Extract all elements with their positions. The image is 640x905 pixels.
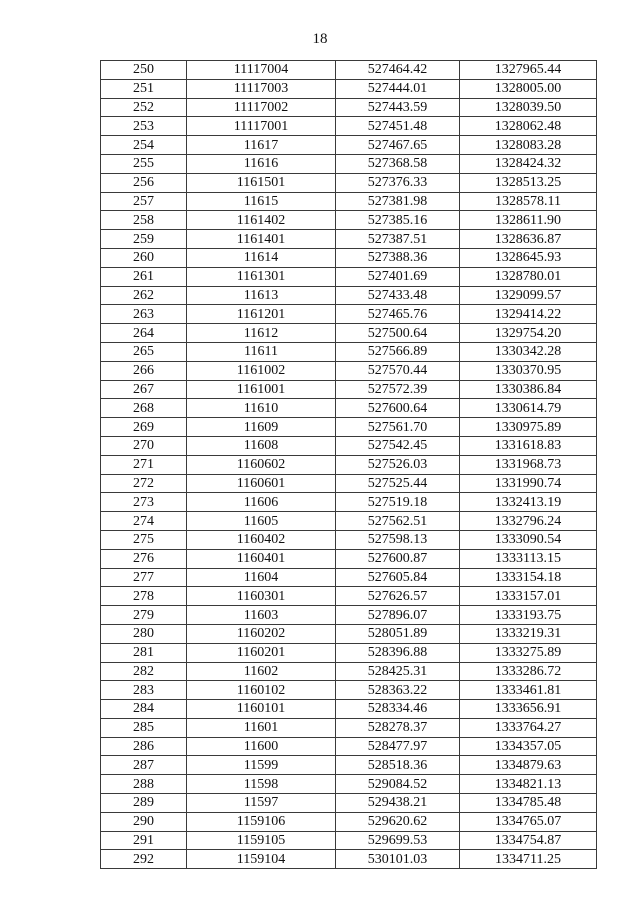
row-index-cell: 261 <box>101 267 187 286</box>
point-id-cell: 11617 <box>187 136 336 155</box>
point-id-cell: 11609 <box>187 418 336 437</box>
row-index-cell: 277 <box>101 568 187 587</box>
y-coordinate-cell: 1334879.63 <box>460 756 597 775</box>
row-index-cell: 280 <box>101 624 187 643</box>
x-coordinate-cell: 527451.48 <box>336 117 460 136</box>
row-index-cell: 252 <box>101 98 187 117</box>
point-id-cell: 11117001 <box>187 117 336 136</box>
x-coordinate-cell: 527368.58 <box>336 154 460 173</box>
y-coordinate-cell: 1329754.20 <box>460 324 597 343</box>
point-id-cell: 11612 <box>187 324 336 343</box>
row-index-cell: 258 <box>101 211 187 230</box>
table-row <box>101 380 597 399</box>
x-coordinate-cell: 527526.03 <box>336 455 460 474</box>
point-id-cell: 1160202 <box>187 624 336 643</box>
x-coordinate-cell: 528334.46 <box>336 700 460 719</box>
y-coordinate-cell: 1334711.25 <box>460 850 597 869</box>
point-id-cell: 11117004 <box>187 61 336 80</box>
x-coordinate-cell: 529620.62 <box>336 812 460 831</box>
x-coordinate-cell: 527572.39 <box>336 380 460 399</box>
table-row <box>101 248 597 267</box>
point-id-cell: 1161501 <box>187 173 336 192</box>
point-id-cell: 11117003 <box>187 79 336 98</box>
y-coordinate-cell: 1328083.28 <box>460 136 597 155</box>
x-coordinate-cell: 527525.44 <box>336 474 460 493</box>
x-coordinate-cell: 527387.51 <box>336 230 460 249</box>
row-index-cell: 257 <box>101 192 187 211</box>
row-index-cell: 260 <box>101 248 187 267</box>
point-id-cell: 1160101 <box>187 700 336 719</box>
table-row <box>101 549 597 568</box>
y-coordinate-cell: 1328611.90 <box>460 211 597 230</box>
row-index-cell: 282 <box>101 662 187 681</box>
row-index-cell: 273 <box>101 493 187 512</box>
table-row <box>101 286 597 305</box>
coordinates-table-body <box>101 61 597 869</box>
table-row <box>101 79 597 98</box>
y-coordinate-cell: 1331968.73 <box>460 455 597 474</box>
x-coordinate-cell: 528278.37 <box>336 718 460 737</box>
y-coordinate-cell: 1333157.01 <box>460 587 597 606</box>
point-id-cell: 11598 <box>187 775 336 794</box>
point-id-cell: 1159106 <box>187 812 336 831</box>
y-coordinate-cell: 1330386.84 <box>460 380 597 399</box>
row-index-cell: 266 <box>101 361 187 380</box>
table-row <box>101 587 597 606</box>
point-id-cell: 11611 <box>187 342 336 361</box>
x-coordinate-cell: 528425.31 <box>336 662 460 681</box>
row-index-cell: 291 <box>101 831 187 850</box>
row-index-cell: 267 <box>101 380 187 399</box>
y-coordinate-cell: 1328780.01 <box>460 267 597 286</box>
point-id-cell: 11610 <box>187 399 336 418</box>
point-id-cell: 11608 <box>187 436 336 455</box>
row-index-cell: 256 <box>101 173 187 192</box>
table-row <box>101 530 597 549</box>
table-row <box>101 61 597 80</box>
y-coordinate-cell: 1331618.83 <box>460 436 597 455</box>
point-id-cell: 1160401 <box>187 549 336 568</box>
point-id-cell: 1161301 <box>187 267 336 286</box>
table-row <box>101 756 597 775</box>
table-row <box>101 342 597 361</box>
y-coordinate-cell: 1329099.57 <box>460 286 597 305</box>
table-row <box>101 718 597 737</box>
y-coordinate-cell: 1333286.72 <box>460 662 597 681</box>
x-coordinate-cell: 527467.65 <box>336 136 460 155</box>
point-id-cell: 11603 <box>187 606 336 625</box>
table-row <box>101 474 597 493</box>
table-row <box>101 775 597 794</box>
table-row <box>101 361 597 380</box>
row-index-cell: 290 <box>101 812 187 831</box>
point-id-cell: 11604 <box>187 568 336 587</box>
row-index-cell: 288 <box>101 775 187 794</box>
table-row <box>101 173 597 192</box>
row-index-cell: 265 <box>101 342 187 361</box>
x-coordinate-cell: 527385.16 <box>336 211 460 230</box>
table-row <box>101 493 597 512</box>
table-row <box>101 154 597 173</box>
x-coordinate-cell: 527433.48 <box>336 286 460 305</box>
y-coordinate-cell: 1328645.93 <box>460 248 597 267</box>
x-coordinate-cell: 529699.53 <box>336 831 460 850</box>
table-row <box>101 230 597 249</box>
row-index-cell: 250 <box>101 61 187 80</box>
row-index-cell: 268 <box>101 399 187 418</box>
x-coordinate-cell: 527896.07 <box>336 606 460 625</box>
x-coordinate-cell: 527444.01 <box>336 79 460 98</box>
y-coordinate-cell: 1328062.48 <box>460 117 597 136</box>
table-row <box>101 737 597 756</box>
x-coordinate-cell: 527562.51 <box>336 512 460 531</box>
x-coordinate-cell: 527519.18 <box>336 493 460 512</box>
point-id-cell: 1159105 <box>187 831 336 850</box>
row-index-cell: 254 <box>101 136 187 155</box>
x-coordinate-cell: 528363.22 <box>336 681 460 700</box>
row-index-cell: 289 <box>101 794 187 813</box>
x-coordinate-cell: 527566.89 <box>336 342 460 361</box>
row-index-cell: 274 <box>101 512 187 531</box>
x-coordinate-cell: 529084.52 <box>336 775 460 794</box>
row-index-cell: 251 <box>101 79 187 98</box>
point-id-cell: 11600 <box>187 737 336 756</box>
y-coordinate-cell: 1332413.19 <box>460 493 597 512</box>
row-index-cell: 275 <box>101 530 187 549</box>
y-coordinate-cell: 1328005.00 <box>460 79 597 98</box>
point-id-cell: 11615 <box>187 192 336 211</box>
row-index-cell: 269 <box>101 418 187 437</box>
row-index-cell: 264 <box>101 324 187 343</box>
x-coordinate-cell: 527388.36 <box>336 248 460 267</box>
table-row <box>101 662 597 681</box>
y-coordinate-cell: 1330975.89 <box>460 418 597 437</box>
table-row <box>101 267 597 286</box>
point-id-cell: 1160601 <box>187 474 336 493</box>
y-coordinate-cell: 1333275.89 <box>460 643 597 662</box>
point-id-cell: 11597 <box>187 794 336 813</box>
y-coordinate-cell: 1328424.32 <box>460 154 597 173</box>
y-coordinate-cell: 1333113.15 <box>460 549 597 568</box>
point-id-cell: 11602 <box>187 662 336 681</box>
point-id-cell: 11601 <box>187 718 336 737</box>
table-row <box>101 606 597 625</box>
point-id-cell: 1159104 <box>187 850 336 869</box>
point-id-cell: 11613 <box>187 286 336 305</box>
y-coordinate-cell: 1334785.48 <box>460 794 597 813</box>
x-coordinate-cell: 527600.64 <box>336 399 460 418</box>
row-index-cell: 281 <box>101 643 187 662</box>
table-row <box>101 98 597 117</box>
table-row <box>101 512 597 531</box>
point-id-cell: 11616 <box>187 154 336 173</box>
y-coordinate-cell: 1331990.74 <box>460 474 597 493</box>
row-index-cell: 283 <box>101 681 187 700</box>
table-row <box>101 211 597 230</box>
y-coordinate-cell: 1328578.11 <box>460 192 597 211</box>
y-coordinate-cell: 1333656.91 <box>460 700 597 719</box>
row-index-cell: 259 <box>101 230 187 249</box>
y-coordinate-cell: 1328636.87 <box>460 230 597 249</box>
point-id-cell: 1161001 <box>187 380 336 399</box>
x-coordinate-cell: 527401.69 <box>336 267 460 286</box>
point-id-cell: 1160402 <box>187 530 336 549</box>
y-coordinate-cell: 1334765.07 <box>460 812 597 831</box>
table-row <box>101 418 597 437</box>
y-coordinate-cell: 1333154.18 <box>460 568 597 587</box>
point-id-cell: 1161402 <box>187 211 336 230</box>
table-row <box>101 850 597 869</box>
x-coordinate-cell: 527598.13 <box>336 530 460 549</box>
row-index-cell: 287 <box>101 756 187 775</box>
y-coordinate-cell: 1334821.13 <box>460 775 597 794</box>
y-coordinate-cell: 1330614.79 <box>460 399 597 418</box>
y-coordinate-cell: 1333461.81 <box>460 681 597 700</box>
point-id-cell: 1161401 <box>187 230 336 249</box>
x-coordinate-cell: 527443.59 <box>336 98 460 117</box>
row-index-cell: 286 <box>101 737 187 756</box>
point-id-cell: 11614 <box>187 248 336 267</box>
row-index-cell: 279 <box>101 606 187 625</box>
table-row <box>101 324 597 343</box>
table-row <box>101 624 597 643</box>
page-number: 18 <box>312 31 328 47</box>
row-index-cell: 276 <box>101 549 187 568</box>
table-row <box>101 794 597 813</box>
row-index-cell: 292 <box>101 850 187 869</box>
table-row <box>101 399 597 418</box>
x-coordinate-cell: 527465.76 <box>336 305 460 324</box>
x-coordinate-cell: 528396.88 <box>336 643 460 662</box>
table-row <box>101 681 597 700</box>
x-coordinate-cell: 527381.98 <box>336 192 460 211</box>
y-coordinate-cell: 1330342.28 <box>460 342 597 361</box>
row-index-cell: 278 <box>101 587 187 606</box>
y-coordinate-cell: 1333090.54 <box>460 530 597 549</box>
y-coordinate-cell: 1334357.05 <box>460 737 597 756</box>
table-row <box>101 700 597 719</box>
row-index-cell: 263 <box>101 305 187 324</box>
x-coordinate-cell: 527605.84 <box>336 568 460 587</box>
point-id-cell: 1160602 <box>187 455 336 474</box>
point-id-cell: 11605 <box>187 512 336 531</box>
table-row <box>101 436 597 455</box>
coordinates-table <box>100 60 597 869</box>
table-row <box>101 455 597 474</box>
point-id-cell: 11606 <box>187 493 336 512</box>
x-coordinate-cell: 527626.57 <box>336 587 460 606</box>
row-index-cell: 285 <box>101 718 187 737</box>
x-coordinate-cell: 529438.21 <box>336 794 460 813</box>
point-id-cell: 1161201 <box>187 305 336 324</box>
x-coordinate-cell: 527464.42 <box>336 61 460 80</box>
y-coordinate-cell: 1329414.22 <box>460 305 597 324</box>
y-coordinate-cell: 1332796.24 <box>460 512 597 531</box>
y-coordinate-cell: 1328039.50 <box>460 98 597 117</box>
y-coordinate-cell: 1333193.75 <box>460 606 597 625</box>
y-coordinate-cell: 1334754.87 <box>460 831 597 850</box>
table-row <box>101 117 597 136</box>
point-id-cell: 11599 <box>187 756 336 775</box>
y-coordinate-cell: 1330370.95 <box>460 361 597 380</box>
row-index-cell: 272 <box>101 474 187 493</box>
point-id-cell: 1160201 <box>187 643 336 662</box>
x-coordinate-cell: 527600.87 <box>336 549 460 568</box>
y-coordinate-cell: 1328513.25 <box>460 173 597 192</box>
x-coordinate-cell: 530101.03 <box>336 850 460 869</box>
table-row <box>101 831 597 850</box>
y-coordinate-cell: 1333219.31 <box>460 624 597 643</box>
row-index-cell: 255 <box>101 154 187 173</box>
table-row <box>101 136 597 155</box>
x-coordinate-cell: 528477.97 <box>336 737 460 756</box>
x-coordinate-cell: 527500.64 <box>336 324 460 343</box>
x-coordinate-cell: 528518.36 <box>336 756 460 775</box>
y-coordinate-cell: 1333764.27 <box>460 718 597 737</box>
row-index-cell: 284 <box>101 700 187 719</box>
x-coordinate-cell: 527542.45 <box>336 436 460 455</box>
x-coordinate-cell: 527376.33 <box>336 173 460 192</box>
table-row <box>101 192 597 211</box>
table-row <box>101 812 597 831</box>
point-id-cell: 1161002 <box>187 361 336 380</box>
row-index-cell: 253 <box>101 117 187 136</box>
row-index-cell: 270 <box>101 436 187 455</box>
point-id-cell: 1160301 <box>187 587 336 606</box>
row-index-cell: 262 <box>101 286 187 305</box>
x-coordinate-cell: 527570.44 <box>336 361 460 380</box>
table-row <box>101 568 597 587</box>
point-id-cell: 1160102 <box>187 681 336 700</box>
y-coordinate-cell: 1327965.44 <box>460 61 597 80</box>
table-row <box>101 305 597 324</box>
row-index-cell: 271 <box>101 455 187 474</box>
table-row <box>101 643 597 662</box>
x-coordinate-cell: 527561.70 <box>336 418 460 437</box>
x-coordinate-cell: 528051.89 <box>336 624 460 643</box>
point-id-cell: 11117002 <box>187 98 336 117</box>
